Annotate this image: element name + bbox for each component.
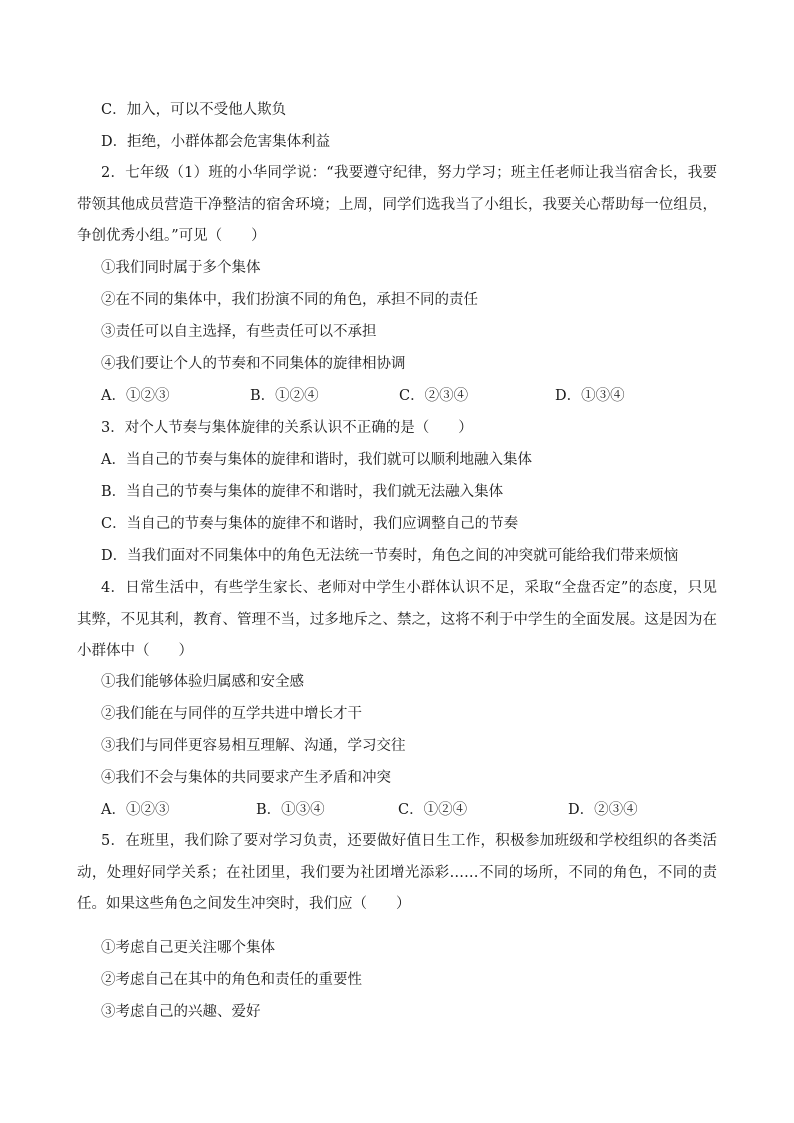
q4-item-1: ①我们能够体验归属感和安全感 (101, 674, 304, 690)
q4-item-3: ③我们与同伴更容易相互理解、沟通，学习交往 (101, 738, 406, 754)
q2-item-3: ③责任可以自主选择，有些责任可以不承担 (101, 324, 377, 340)
q4-item-2: ②我们能在与同伴的互学共进中增长才干 (101, 706, 362, 722)
q2-option-c: C．②③④ (399, 388, 469, 404)
q4-option-b: B．①③④ (256, 802, 325, 818)
q4-stem: 4．日常生活中，有些学生家长、老师对中学生小群体认识不足，采取“全盘否定”的态度，只见其弊，不见其利，教育、管理不当，过多地斥之、禁之，这将不利于中学生的全面发展。这是因为在小群体中（ ） (77, 580, 717, 659)
q2-item-2: ②在不同的集体中，我们扮演不同的角色，承担不同的责任 (101, 292, 478, 308)
q2-option-a: A．①②③ (101, 388, 170, 404)
q4-option-a: A．①②③ (101, 802, 170, 818)
q2-item-4: ④我们要让个人的节奏和不同集体的旋律相协调 (101, 356, 406, 372)
q1-option-d: D．拒绝，小群体都会危害集体利益 (101, 134, 331, 150)
q3-stem: 3．对个人节奏与集体旋律的关系认识不正确的是（ ） (101, 420, 473, 436)
q2-item-1: ①我们同时属于多个集体 (101, 260, 261, 276)
q5-stem: 5．在班里，我们除了要对学习负责，还要做好值日生工作，积极参加班级和学校组织的各类活动，处理好同学关系；在社团里，我们要为社团增光添彩……不同的场所，不同的角色，不同的责任。如果这些角色之间发生冲突时，我们应（ ） (77, 833, 717, 912)
q2-stem: 2．七年级（1）班的小华同学说：“我要遵守纪律，努力学习；班主任老师让我当宿舍长，我要带领其他成员营造干净整洁的宿舍环境；上周，同学们选我当了小组长，我要关心帮助每一位组员，争创优秀小组。”可见（ ） (77, 165, 717, 244)
q3-option-b: B．当自己的节奏与集体的旋律不和谐时，我们就无法融入集体 (101, 484, 504, 500)
q3-option-a: A．当自己的节奏与集体的旋律和谐时，我们就可以顺利地融入集体 (101, 452, 532, 468)
q4-item-4: ④我们不会与集体的共同要求产生矛盾和冲突 (101, 770, 391, 786)
q3-option-c: C．当自己的节奏与集体的旋律不和谐时，我们应调整自己的节奏 (101, 516, 519, 532)
q1-option-c: C．加入，可以不受他人欺负 (101, 102, 287, 118)
q5-item-1: ①考虑自己更关注哪个集体 (101, 940, 275, 956)
q5-item-3: ③考虑自己的兴趣、爱好 (101, 1004, 261, 1020)
q4-option-c: C．①②④ (398, 802, 468, 818)
q3-option-d: D．当我们面对不同集体中的角色无法统一节奏时，角色之间的冲突就可能给我们带来烦恼 (101, 548, 679, 564)
q4-option-d: D．②③④ (568, 802, 638, 818)
q5-item-2: ②考虑自己在其中的角色和责任的重要性 (101, 972, 362, 988)
q2-option-b: B．①②④ (250, 388, 319, 404)
q2-option-d: D．①③④ (555, 388, 625, 404)
